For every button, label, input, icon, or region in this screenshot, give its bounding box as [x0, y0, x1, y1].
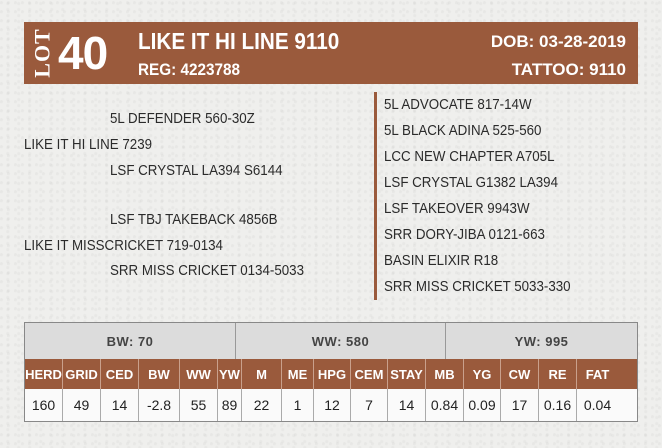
- sire: LIKE IT HI LINE 7239: [24, 137, 153, 153]
- epd-header: WW: [180, 359, 218, 389]
- epd-header: HERD: [25, 359, 63, 389]
- epd-value: 0.16: [539, 389, 577, 421]
- epd-value: 14: [101, 389, 139, 421]
- epd-header: RE: [539, 359, 577, 389]
- sire-sire: 5L DEFENDER 560-30Z: [110, 111, 255, 127]
- ancestor: SRR DORY-JIBA 0121-663: [384, 227, 545, 243]
- epd-value: 160: [25, 389, 63, 421]
- epd-header: HPG: [314, 359, 351, 389]
- epd-header: YW: [218, 359, 242, 389]
- epd-value: -2.8: [139, 389, 180, 421]
- ancestor: 5L ADVOCATE 817-14W: [384, 97, 532, 113]
- sire-dam: LSF CRYSTAL LA394 S6144: [110, 163, 283, 179]
- epd-header-row: [25, 359, 637, 389]
- epd-value: 89: [218, 389, 242, 421]
- birth-weight: BW: 70: [25, 323, 236, 359]
- epd-value: 7: [351, 389, 388, 421]
- ancestor: LCC NEW CHAPTER A705L: [384, 149, 555, 165]
- epd-value: 22: [242, 389, 282, 421]
- epd-header: CED: [101, 359, 139, 389]
- epd-value: 1: [282, 389, 314, 421]
- ancestor: SRR MISS CRICKET 5033-330: [384, 279, 571, 295]
- epd-value: 14: [388, 389, 426, 421]
- epd-header: ME: [282, 359, 314, 389]
- lot-label-text: LOT: [30, 28, 55, 78]
- ancestor: BASIN ELIXIR R18: [384, 253, 499, 269]
- date-of-birth: DOB: 03-28-2019: [490, 32, 626, 51]
- ancestor: LSF TAKEOVER 9943W: [384, 201, 530, 217]
- pedigree-right-bottom: [374, 196, 587, 300]
- weaning-weight: WW: 580: [236, 323, 446, 359]
- epd-header: CEM: [351, 359, 388, 389]
- yearling-weight: YW: 995: [514, 333, 569, 349]
- epd-header: FAT: [585, 366, 610, 382]
- epd-value-row: [25, 389, 637, 421]
- epd-value: 55: [180, 389, 218, 421]
- dam: LIKE IT MISSCRICKET 719-0134: [24, 238, 223, 254]
- epd-table: [24, 322, 638, 422]
- dam-dam: SRR MISS CRICKET 0134-5033: [110, 263, 305, 279]
- epd-value: 12: [314, 389, 351, 421]
- lot-label: [28, 24, 58, 82]
- ancestor: LSF CRYSTAL G1382 LA394: [384, 175, 559, 191]
- epd-header: GRID: [63, 359, 101, 389]
- epd-header: CW: [501, 359, 539, 389]
- weights-row: [25, 323, 637, 359]
- epd-header: BW: [139, 359, 180, 389]
- tattoo: TATTOO: 9110: [511, 60, 626, 79]
- epd-value: 17: [501, 389, 539, 421]
- epd-value: 0.84: [426, 389, 464, 421]
- epd-value: 0.09: [464, 389, 501, 421]
- lot-number: 40: [58, 27, 108, 79]
- epd-value: 49: [63, 389, 101, 421]
- epd-header: MB: [426, 359, 464, 389]
- pedigree-right-top: [374, 92, 573, 196]
- epd-value: 0.04: [583, 397, 612, 413]
- registration-number: REG: 4223788: [138, 60, 241, 79]
- epd-header: M: [242, 359, 282, 389]
- animal-name: LIKE IT HI LINE 9110: [138, 28, 340, 54]
- lot-header: [24, 22, 638, 84]
- dam-sire: LSF TBJ TAKEBACK 4856B: [110, 212, 278, 228]
- ancestor: 5L BLACK ADINA 525-560: [384, 123, 542, 139]
- epd-header: YG: [464, 359, 501, 389]
- epd-header: STAY: [388, 359, 426, 389]
